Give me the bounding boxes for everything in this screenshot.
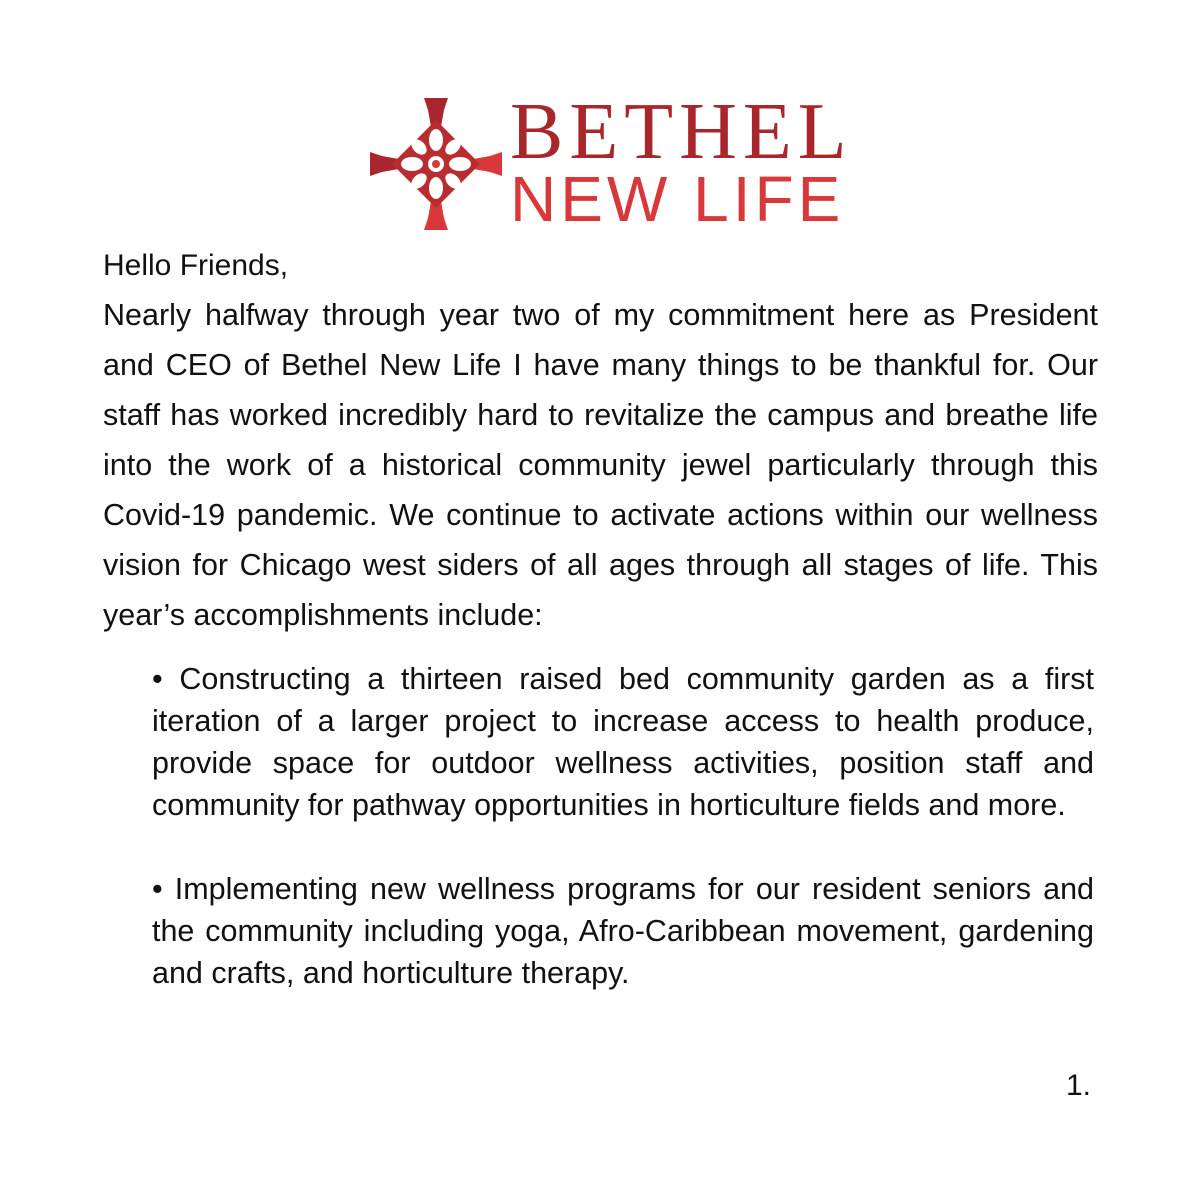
petal — [429, 177, 443, 199]
accomplishment-item-garden: • Constructing a thirteen raised bed community garden as a first iteration of a larger project to increase access to health produce, provide space for outdoor wellness activities, position staff and community for pathway opportunities in horticulture fields and more. — [152, 662, 1094, 822]
petal — [429, 129, 443, 151]
logo-wordmark — [510, 88, 853, 235]
accomplishment-item-wellness-programs: • Implementing new wellness programs for our resident seniors and the community including yoga, Afro-Caribbean movement, gardening and crafts, and horticulture therapy. — [152, 872, 1094, 990]
letter-greeting: Hello Friends, — [103, 249, 289, 282]
logo-text-bethel: BETHEL — [510, 88, 853, 176]
bethel-new-life-logo — [368, 88, 853, 235]
petal — [449, 157, 471, 171]
page-number: 1. — [1066, 1069, 1092, 1102]
petal — [401, 157, 423, 171]
accomplishments-list — [152, 658, 1094, 1036]
logo-text-new-life: NEW LIFE — [510, 163, 845, 235]
cross-flower-icon — [368, 96, 504, 232]
flower-center-dot — [432, 160, 440, 168]
letter-intro-paragraph: Nearly halfway through year two of my commitment here as President and CEO of Bethel New Life I have many things to be thankful for. Our staff has worked incredibly hard to revitalize the campus and breathe life into the work of a historical community jewel particularly through this Covid-19 pandemic. We continue to activate actions within our wellness vision for Chicago west siders of all ages through all stages of life. This year’s accomplishments include: — [103, 298, 1098, 632]
